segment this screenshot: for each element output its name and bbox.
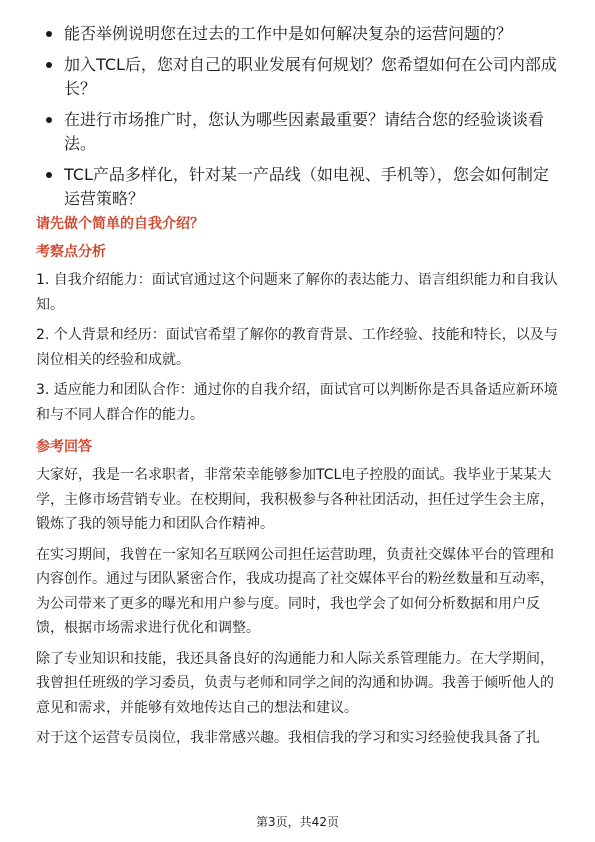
- bullet-item: [46, 53, 561, 101]
- answer-paragraph: 在实习期间，我曾在一家知名互联网公司担任运营助理，负责社交媒体平台的管理和内容创作。通过与团队紧密合作，我成功提高了社交媒体平台的粉丝数量和互动率，为公司带来了更多的曝光和用户参与度。同时，我也学会了如何分析数据和用户反馈，根据市场需求进行优化和调整。: [36, 546, 554, 636]
- bullet-text: TCL产品多样化，针对某一产品线（如电视、手机等），您会如何制定运营策略？: [64, 165, 549, 208]
- bullet-item: [46, 22, 561, 46]
- bullet-dot-icon: [46, 31, 52, 37]
- bullet-text: 在进行市场推广时，您认为哪些因素最重要？请结合您的经验谈谈看法。: [64, 110, 545, 153]
- main-content: [36, 214, 563, 757]
- analysis-item: 1. 自我介绍能力：面试官通过这个问题来了解你的表达能力、语言组织能力和自我认知。: [36, 272, 558, 313]
- bullet-dot-icon: [46, 172, 52, 178]
- answer-paragraph: 对于这个运营专员岗位，我非常感兴趣。我相信我的学习和实习经验使我具备了扎: [36, 730, 540, 746]
- bullet-item: [46, 163, 561, 211]
- page-number: 第3页，共42页: [256, 815, 339, 829]
- analysis-item: 3. 适应能力和团队合作：通过你的自我介绍，面试官可以判断你是否具备适应新环境和与不同人群合作的能力。: [36, 382, 558, 423]
- bullet-text: 加入TCL后，您对自己的职业发展有何规划？您希望如何在公司内部成长？: [64, 55, 557, 98]
- question-heading: 请先做个简单的自我介绍？: [36, 216, 204, 232]
- bullet-text: 能否举例说明您在过去的工作中是如何解决复杂的运营问题的？: [64, 24, 513, 43]
- question-bullet-list: [46, 22, 561, 218]
- bullet-item: [46, 108, 561, 156]
- reference-heading: 参考回答: [36, 439, 92, 455]
- answer-paragraph: 大家好，我是一名求职者，非常荣幸能够参加TCL电子控股的面试。我毕业于某某大学，主修市场营销专业。在校期间，我积极参与各种社团活动，担任过学生会主席，锻炼了我的领导能力和团队合作精神。: [36, 467, 554, 532]
- analysis-heading: 考察点分析: [36, 244, 106, 260]
- bullet-dot-icon: [46, 117, 52, 123]
- answer-paragraph: 除了专业知识和技能，我还具备良好的沟通能力和人际关系管理能力。在大学期间，我曾担任班级的学习委员，负责与老师和同学之间的沟通和协调。我善于倾听他人的意见和需求，并能够有效地传达自己的想法和建议。: [36, 650, 554, 716]
- bullet-dot-icon: [46, 62, 52, 68]
- analysis-item: 2. 个人背景和经历：面试官希望了解你的教育背景、工作经验、技能和特长，以及与岗位相关的经验和成就。: [36, 327, 558, 368]
